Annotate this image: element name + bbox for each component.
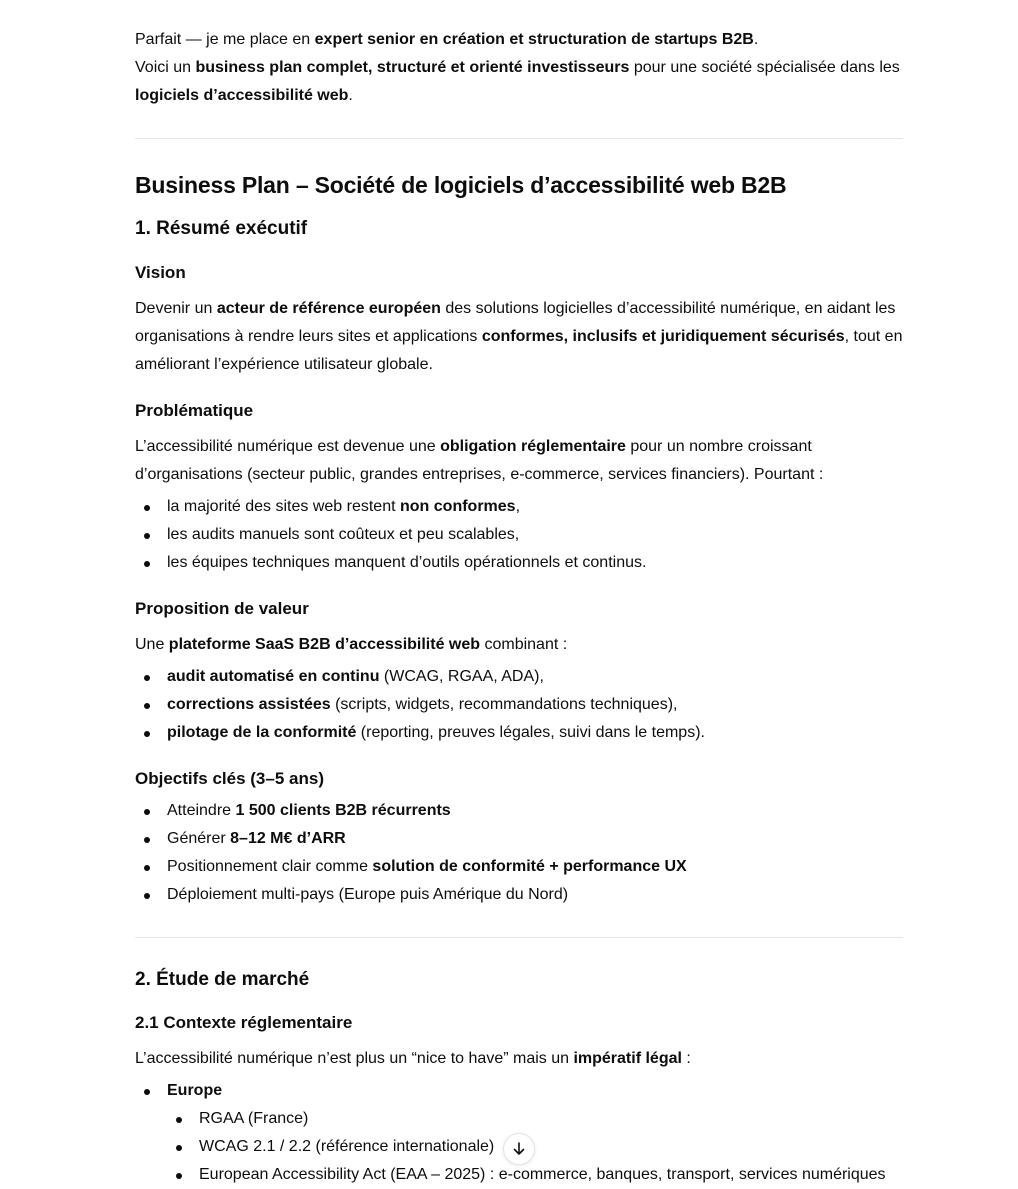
intro-line-2: Voici un business plan complet, structuré et orienté investisseurs pour une société spécialisée dans les logiciels d’accessibilité web. bbox=[135, 59, 900, 104]
regulatory-heading: 2.1 Contexte réglementaire bbox=[135, 1013, 353, 1032]
vision-heading: Vision bbox=[135, 263, 186, 282]
problem-text: L’accessibilité numérique est devenue une obligation réglementaire pour un nombre croissant d’organisations (secteur public, grandes entreprises, e-commerce, services financiers). Pourtant : bbox=[135, 438, 824, 483]
value-text: Une plateforme SaaS B2B d’accessibilité web combinant : bbox=[135, 636, 568, 653]
regulatory-list bbox=[135, 1077, 903, 1105]
problem-heading: Problématique bbox=[135, 401, 254, 420]
objectives-heading: Objectifs clés (3–5 ans) bbox=[135, 769, 324, 788]
section-1-title: 1. Résumé exécutif bbox=[135, 218, 308, 239]
scroll-to-bottom-button[interactable] bbox=[503, 1133, 535, 1165]
value-heading: Proposition de valeur bbox=[135, 599, 309, 618]
intro-line-1: Parfait — je me place en expert senior en création et structuration de startups B2B. bbox=[135, 31, 759, 48]
list-item: European Accessibility Act (EAA – 2025) : e-commerce, banques, transport, services numériques bbox=[167, 1161, 903, 1189]
problem-list bbox=[135, 493, 903, 577]
list-item: la majorité des sites web restent non conformes, bbox=[135, 493, 903, 521]
section-2-title: 2. Étude de marché bbox=[135, 969, 310, 990]
list-item-europe: Europe bbox=[135, 1077, 903, 1105]
value-list bbox=[135, 663, 903, 747]
list-item: les équipes techniques manquent d’outils opérationnels et continus. bbox=[135, 549, 903, 577]
list-item: les audits manuels sont coûteux et peu scalables, bbox=[135, 521, 903, 549]
doc-title: Business Plan – Société de logiciels d’accessibilité web B2B bbox=[135, 172, 787, 198]
europe-sublist bbox=[167, 1105, 903, 1189]
list-item: Générer 8–12 M€ d’ARR bbox=[135, 825, 903, 853]
vision-text: Devenir un acteur de référence européen des solutions logicielles d’accessibilité numérique, en aidant les organisations à rendre leurs sites et applications conformes, inclusifs et juridiquement sécurisés, tout en améliorant l’expérience utilisateur globale. bbox=[135, 300, 903, 373]
arrow-down-icon bbox=[511, 1141, 527, 1157]
objectives-list bbox=[135, 797, 903, 909]
list-item: RGAA (France) bbox=[167, 1105, 903, 1133]
regulatory-text: L’accessibilité numérique n’est plus un “nice to have” mais un impératif légal : bbox=[135, 1050, 691, 1067]
list-item: Atteindre 1 500 clients B2B récurrents bbox=[135, 797, 903, 825]
chat-message bbox=[135, 26, 903, 1189]
list-item: WCAG 2.1 / 2.2 (référence internationale) bbox=[167, 1133, 903, 1161]
divider bbox=[135, 937, 903, 938]
divider bbox=[135, 138, 903, 139]
list-item: pilotage de la conformité (reporting, preuves légales, suivi dans le temps). bbox=[135, 719, 903, 747]
list-item: corrections assistées (scripts, widgets, recommandations techniques), bbox=[135, 691, 903, 719]
list-item: Déploiement multi-pays (Europe puis Amérique du Nord) bbox=[135, 881, 903, 909]
list-item: audit automatisé en continu (WCAG, RGAA, ADA), bbox=[135, 663, 903, 691]
list-item: Positionnement clair comme solution de conformité + performance UX bbox=[135, 853, 903, 881]
